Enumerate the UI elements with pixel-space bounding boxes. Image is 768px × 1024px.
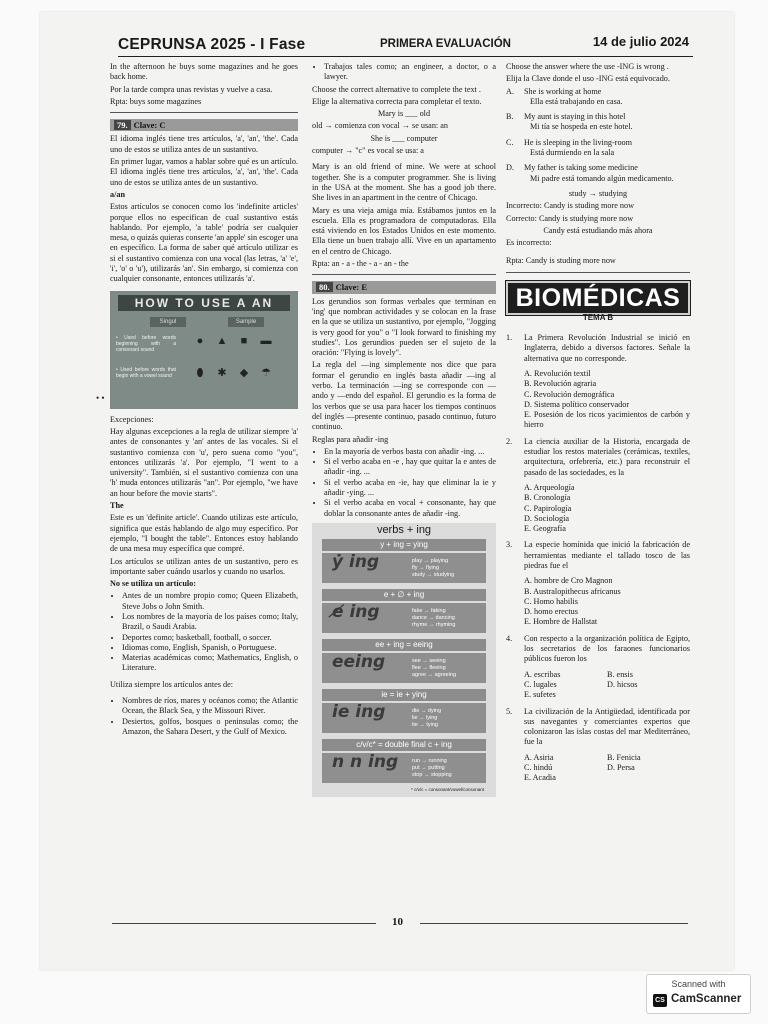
answer-option: A. Revolución textil <box>524 368 591 378</box>
example: fly → flying <box>412 564 439 571</box>
answer-option: E. sufetes <box>524 690 556 700</box>
rule-examples <box>412 558 454 579</box>
footer-rule-left <box>112 923 376 924</box>
rule-box <box>322 653 486 683</box>
text-paragraph: Excepciones: <box>110 414 154 424</box>
option-english: My aunt is staying in this hotel <box>524 112 626 122</box>
margin-dots: • • <box>96 393 105 403</box>
option-letter: B. <box>506 112 514 122</box>
option-english: He is sleeping in the living-room <box>524 137 633 147</box>
example-line: Mary is ___ old <box>377 109 431 119</box>
image-footnote: * c/v/c = consonant/vowel/consonant <box>411 786 484 792</box>
answer-option: C. Revolución demográfica <box>524 389 615 399</box>
answer-options <box>506 670 690 701</box>
example: lie → lying <box>412 714 438 721</box>
question <box>506 437 690 478</box>
image-row: • Used before words that begin with a vowel sound <box>116 366 176 379</box>
example-line: Es incorrecto: <box>506 238 552 248</box>
rule-box <box>322 553 486 583</box>
answer-line: Rpta: buys some magazines <box>110 96 202 106</box>
answer-option: B. Fenicia <box>607 752 641 762</box>
example: die → dying <box>412 707 442 714</box>
question-number: 4. <box>506 633 513 643</box>
option-spanish: Mi tía se hospeda en este hotel. <box>530 122 633 132</box>
example: put → putting <box>412 764 445 771</box>
answer-option: C. Papirología <box>524 503 572 513</box>
question-number: 2. <box>506 436 513 446</box>
example-line: computer → "c" es vocal se usa: a <box>312 146 424 156</box>
answer-option: C. hindú <box>524 763 553 773</box>
list-item: • Trabajos tales como; an engineer, a doctor, o a lawyer. <box>324 62 496 83</box>
text-paragraph: Elige la alternativa correcta para completar el texto. <box>312 96 482 106</box>
rule-graphic: eeing <box>332 651 386 672</box>
text-paragraph: Mary es una vieja amiga mía. Estábamos juntos en la escuela. Ella es programadora de computadoras. Ella está viviendo en los Estados Unidos en este momento. Ella tiene un buen trabajo allí. Vive en un apartamento en el centro de Chicago. <box>312 205 496 256</box>
list-item: • Si el verbo acaba en -ie, hay que eliminar la ie y añadir -ying. ... <box>324 478 496 499</box>
rule-examples <box>412 708 441 729</box>
camscanner-watermark <box>646 974 751 1014</box>
text-paragraph: Los gerundios son formas verbales que terminan en 'ing' que nombran actividades y se colocan en la frase en la que se utiliza un sustantivo, por ejemplo, "Jogging is very good for you" o "I look forward to finishing my studies". Los gerundios pueden ser el sujeto de la oración: "Flying is lovely". <box>312 296 496 358</box>
list-item: • Deportes como; basketball, football, o soccer. <box>122 633 298 643</box>
rule-graphic: e̸ ing <box>332 601 380 622</box>
question <box>506 540 690 571</box>
text-paragraph: La regla del —ing simplemente nos dice que para formar el gerundio en inglés basta añadir —ing al verbo. La terminación —ing se corresponde con —ando y —endo del español. El gerundio es la forma de los verbos que se usa para hacer los tiempos continuos del inglés —presente continuo, pasado continuo, futuro continuo. <box>312 360 496 432</box>
option-spanish: Ella está trabajando en casa. <box>530 96 623 106</box>
text-paragraph: Mary is an old friend of mine. We were at school together. She is a computer programmer. She is living in the USA at the moment. She has a good job there. She lives in an apartment in the centre of Chicago. <box>312 162 496 203</box>
image-row: • Used before words beginning with a consonant sound <box>116 334 176 353</box>
answer-option: D. Persa <box>607 763 635 773</box>
verbs-ing-image <box>312 523 496 797</box>
answer-option: A. hombre de Cro Magnon <box>524 576 613 586</box>
tree-icon: ▲ <box>216 334 228 347</box>
exam-title: CEPRUNSA 2025 - I Fase <box>118 36 306 53</box>
image-tag: Sample <box>228 317 264 327</box>
example: agree → agreeing <box>412 671 457 678</box>
answer-option: D. Sociología <box>524 513 570 523</box>
answer-options <box>506 576 690 627</box>
page-header <box>118 34 693 57</box>
example: play → playing <box>412 557 449 564</box>
list-item: • Nombres de ríos, mares y océanos como; the Atlantic Ocean, the Black Sea, y the Missouri River. <box>122 696 298 717</box>
column-right <box>506 62 690 790</box>
answer-option: C. Homo habilis <box>524 596 578 606</box>
exam-name: PRIMERA EVALUACIÓN <box>380 38 511 50</box>
tema-label: TEMA B <box>582 312 614 322</box>
answer-option: B. Australopithecus africanus <box>524 586 621 596</box>
image-title: verbs + ing <box>376 523 432 536</box>
text-paragraph: El idioma inglés tiene tres artículos, 'a', 'an', 'the'. Cada uno de estos se utiliza antes de un sustantivo. <box>110 134 298 154</box>
rule-band: y + ing = ying <box>322 539 486 551</box>
text-paragraph: Utiliza siempre los artículos antes de: <box>110 679 234 689</box>
question <box>506 333 690 364</box>
house-icon: ■ <box>240 334 248 347</box>
option-spanish: Mi padre está tomando algún medicamento. <box>530 173 674 183</box>
camscanner-logo-icon: CS <box>653 994 667 1007</box>
footer-rule-right <box>420 923 688 924</box>
example: stop → stopping <box>412 771 452 778</box>
answer-options <box>506 483 690 534</box>
example-line: Candy está estudiando más ahora <box>543 225 653 235</box>
list-item: • Antes de un nombre propio como; Queen Elizabeth, Steve Jobs o John Smith. <box>122 591 298 612</box>
egg-icon: ⬮ <box>196 366 204 379</box>
example: fake → faking <box>412 607 446 614</box>
option-item <box>506 87 690 108</box>
question-text: La especie homínida que inició la fabricación de herramientas mediante el tallado tosco de las piedras fue el <box>524 540 690 570</box>
bullet-list <box>312 62 496 83</box>
section-number: 79. <box>114 120 131 130</box>
apple-icon: ● <box>196 334 204 347</box>
rule-band: e + ∅ + ing <box>322 589 486 601</box>
text-paragraph: En primer lugar, vamos a hablar sobre qué es un artículo. El idioma inglés tiene tres artículos, 'a', 'an', 'the'. Cada uno de estos se utiliza antes de un sustantivo. <box>110 157 298 187</box>
rule-band: c/v/c* = double final c + ing <box>322 739 486 751</box>
bullet-list <box>110 696 298 737</box>
rule-graphic: ie ing <box>332 701 386 722</box>
how-to-use-a-an-image <box>110 291 298 409</box>
example: dance → dancing <box>412 614 455 621</box>
owl-icon: ◆ <box>239 366 249 379</box>
option-letter: A. <box>506 86 514 96</box>
answer-option: A. Asiria <box>524 752 554 762</box>
section-number: 80. <box>316 282 333 292</box>
answer-option: A. Arqueología <box>524 482 575 492</box>
rule-graphic: ẏ ing <box>332 551 380 572</box>
rule-box <box>322 703 486 733</box>
answer-line: Rpta: Candy is studing more now <box>506 256 616 266</box>
list-item: • En la mayoría de verbos basta con añadir -ing. ... <box>324 447 496 457</box>
option-english: My father is taking some medicine <box>524 163 638 173</box>
divider <box>110 112 298 113</box>
answer-option: D. hicsos <box>607 679 638 689</box>
option-item <box>506 112 690 133</box>
answer-option: E. Hombre de Hallstat <box>524 617 598 627</box>
text-paragraph: Este es un 'definite article'. Cuando utilizas este artículo, significa que estás hablando de algo muy específico. Por ejemplo, "I bought the table". Entonces estoy hablando de una mesa muy específica que compré. <box>110 513 298 554</box>
answer-options <box>506 369 690 431</box>
example: rhyme → rhyming <box>412 621 456 628</box>
question-number: 5. <box>506 706 513 716</box>
example-line: She is ___ computer <box>370 133 438 143</box>
subheading: The <box>110 501 124 511</box>
example: tie → tying <box>412 721 438 728</box>
watermark-line1: Scanned with <box>671 979 726 989</box>
example-line: Correcto: Candy is studying more now <box>506 213 634 223</box>
answer-option: B. ensis <box>607 669 633 679</box>
text-paragraph: Elija la Clave donde el uso -ING está equivocado. <box>506 74 670 84</box>
bullet-list <box>110 591 298 673</box>
column-middle <box>312 62 496 797</box>
subheading: a/an <box>110 189 126 199</box>
option-letter: C. <box>506 137 514 147</box>
option-spanish: Está durmiendo en la sala <box>530 148 615 158</box>
answer-option: A. escribas <box>524 669 561 679</box>
image-tag: Singul <box>150 317 186 327</box>
option-item <box>506 163 690 184</box>
example-line: Incorrecto: Candy is studing more now <box>506 201 635 211</box>
rule-examples <box>412 658 456 679</box>
question-text: Con respecto a la organización política de Egipto, los secretarios de los faraones funcionarios públicos fueron los <box>524 633 690 664</box>
list-item: • Desiertos, golfos, bosques o peninsulas como; the Amazon, the Sahara Desert, y the Gulf of Mexico. <box>122 717 298 738</box>
text-paragraph: Estos artículos se conocen como los 'indefinite articles' porque ellos no especifican de cual sustantivo estás hablando. Por ejemplo, 'a table' podría ser cualquier mesa, o quizás quieras conserte 'an apple' sin escoger una en específico. La forma de saber qué artículo utilizar es si el sustantivo comienza con una vocal (las letras, 'a' 'e', 'i', 'o' o 'u'), utilizarás 'an'. Sin embargo, si comienza con cualquier consonante, entonces utilizarás 'a'. <box>110 202 299 284</box>
answer-option: E. Acadia <box>524 773 556 783</box>
question <box>506 707 690 748</box>
text-paragraph: Choose the answer where the use -ING is wrong . <box>506 62 669 71</box>
question <box>506 634 690 665</box>
option-letter: D. <box>506 163 514 173</box>
list-item: • Si el verbo acaba en vocal + consonante, hay que doblar la consonante antes de añadir -ing. <box>324 498 496 519</box>
list-item: • Si el verbo acaba en -e , hay que quitar la e antes de añadir -ing. ... <box>324 457 496 478</box>
image-title: HOW TO USE A AN <box>118 295 290 311</box>
section-heading <box>110 119 298 131</box>
rule-band: ie = ie + ying <box>322 689 486 701</box>
watermark-line2: CamScanner <box>671 993 742 1005</box>
list-item: • Idiomas como, English, Spanish, o Portuguese. <box>122 643 298 653</box>
rule-examples <box>412 608 455 629</box>
question-number: 3. <box>506 540 513 550</box>
example: flee → fleeing <box>412 664 446 671</box>
ant-icon: ✱ <box>217 366 227 379</box>
text-paragraph: Hay algunas excepciones a la regla de utilizar siempre 'a' antes de consonantes y 'an' antes de las vocales. Si el sustantivo comienza con 'u', pero suena como "you", entonces utilizarás 'a'. Por ejemplo, "I went to a university". También, si el sustantivo comienza con una 'h' muda entonces utilizarás "an". Por ejemplo, "we have an hour before the movie starts". <box>110 426 298 498</box>
umbrella-icon: ☂ <box>261 366 271 379</box>
answer-option: B. Cronología <box>524 493 571 503</box>
question-text: La ciencia auxiliar de la Historia, encargada de estudiar los restos materiales (cerámicas, textiles, arquitectura, orfebrería, etc.) para reconstruir el pasado de las sociedades, es la <box>524 436 690 477</box>
option-item <box>506 138 690 159</box>
biomedicas-banner: BIOMÉDICAS <box>506 281 690 315</box>
question-number: 1. <box>506 333 513 343</box>
text-paragraph: Reglas para añadir -ing <box>312 434 389 444</box>
question-text: La civilización de la Antigüedad, identificada por sus navegantes y comerciantes expertos que colonizaron las islas costas del mar Mediterráneo, fue la <box>524 706 690 747</box>
exam-date: 14 de julio 2024 <box>592 34 689 49</box>
section-heading <box>312 281 496 293</box>
list-item: • Los nombres de la mayoría de los países como; Italy, Brazil, o Saudi Arabia. <box>122 612 298 633</box>
answer-option: D. homo erectus <box>524 607 578 617</box>
answer-option: C. lugales <box>524 679 557 689</box>
question-text: La Primera Revolución Industrial se inició en Inglaterra, debido a diversos factores. Señale la alternativa que no corresponde. <box>524 333 690 363</box>
section-title: Clave: E <box>335 282 368 293</box>
rule-examples <box>412 758 452 779</box>
rule-box <box>322 753 486 783</box>
example: run → running <box>412 757 447 764</box>
bullet-list <box>312 447 496 519</box>
answer-option: E. Geografía <box>524 524 566 534</box>
divider <box>506 272 690 273</box>
text-paragraph: In the afternoon he buys some magazines and he goes back home. <box>110 62 298 82</box>
example-line: study → studying <box>568 188 628 198</box>
example: study → studying <box>412 571 455 578</box>
rule-band: ee + ing = eeing <box>322 639 486 651</box>
option-english: She is working at home <box>524 86 602 96</box>
column-left <box>110 62 298 739</box>
text-paragraph: Los artículos se utilizan antes de un sustantivo, pero es importante saber cuándo usarlos y cuando no usarlos. <box>110 556 298 576</box>
answer-option: D. Sistema político conservador <box>524 399 630 409</box>
example: see → seeing <box>412 657 446 664</box>
rule-graphic: n n ing <box>332 751 399 772</box>
answer-line: Rpta: an - a - the - a - an - the <box>312 259 409 269</box>
list-item: • Materias académicas como; Mathematics, English, o Literature. <box>122 653 298 674</box>
answer-option: E. Posesión de los ricos yacimientos de carbón y hierro <box>524 410 690 430</box>
answer-options <box>506 753 690 784</box>
page-number: 10 <box>392 916 403 928</box>
car-icon: ▬ <box>260 334 272 347</box>
subheading: No se utiliza un artículo: <box>110 579 196 589</box>
rule-box <box>322 603 486 633</box>
example-line: old → comienza con vocal → se usan: an <box>312 121 448 131</box>
text-paragraph: Choose the correct alternative to complete the text . <box>312 84 481 94</box>
divider <box>312 274 496 275</box>
answer-option: B. Revolución agraria <box>524 379 597 389</box>
text-paragraph: Por la tarde compra unas revistas y vuelve a casa. <box>110 84 273 94</box>
section-title: Clave: C <box>133 120 166 131</box>
